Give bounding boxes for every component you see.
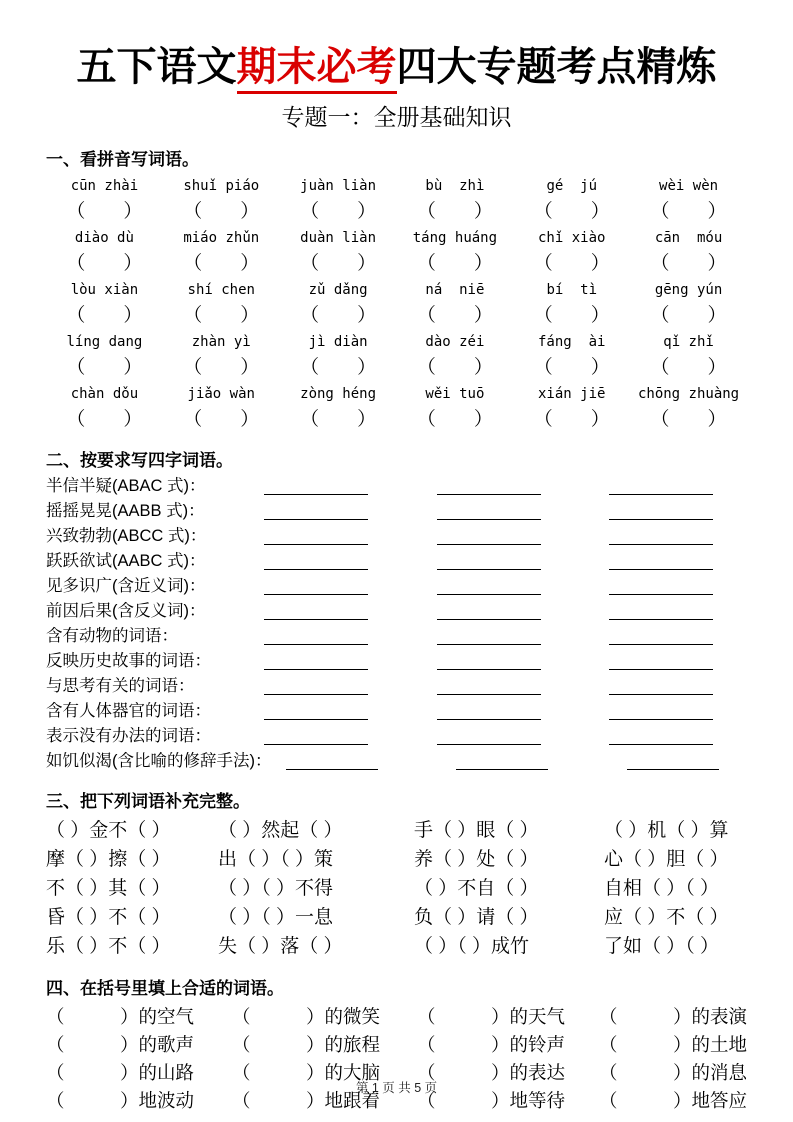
pinyin-cell xyxy=(513,225,630,277)
word-category-list xyxy=(46,474,747,774)
phrase-fill-item: （ ）地波动 xyxy=(46,1090,195,1111)
answer-blanks xyxy=(236,593,747,599)
pinyin-cell xyxy=(280,173,397,225)
answer-blank xyxy=(264,518,368,520)
answer-brackets: （ ） xyxy=(66,201,143,222)
answer-blank xyxy=(609,568,713,570)
answer-blanks xyxy=(236,493,747,499)
phrase-fill-item: （ ）地跟着 xyxy=(231,1090,380,1111)
pinyin-word: duàn liàn xyxy=(300,230,376,246)
pinyin-cell xyxy=(46,225,163,277)
answer-brackets: （ ） xyxy=(650,357,727,378)
answer-blank xyxy=(264,693,368,695)
answer-blank xyxy=(437,518,541,520)
idiom-fill-item: （ ）不自（ ） xyxy=(414,878,539,899)
answer-blanks xyxy=(236,743,747,749)
pinyin-word: táng huáng xyxy=(412,230,498,246)
answer-blank xyxy=(264,618,368,620)
pinyin-cell xyxy=(513,277,630,329)
answer-blank xyxy=(437,668,541,670)
pinyin-cell xyxy=(163,277,280,329)
answer-brackets: （ ） xyxy=(183,201,260,222)
pinyin-cell xyxy=(513,381,630,433)
answer-brackets: （ ） xyxy=(300,305,377,326)
answer-brackets: （ ） xyxy=(416,409,493,430)
phrase-fill-item: （ ）的歌声 xyxy=(46,1034,195,1055)
pinyin-word: jì diàn xyxy=(308,334,368,350)
idiom-fill-item: 昏（ ）不（ ） xyxy=(46,907,171,928)
pinyin-grid xyxy=(46,173,747,433)
pinyin-word: chàn dǒu xyxy=(70,386,139,402)
section4-header: 四、在括号里填上合适的词语。 xyxy=(46,979,284,998)
word-category-label: 见多识广(含近义词)： xyxy=(46,577,206,595)
phrase-row xyxy=(46,1003,747,1031)
word-category-label: 反映历史故事的词语： xyxy=(46,652,211,670)
pinyin-cell xyxy=(163,381,280,433)
pinyin-cell xyxy=(396,329,513,381)
answer-brackets: （ ） xyxy=(183,409,260,430)
answer-brackets: （ ） xyxy=(533,409,610,430)
idiom-row xyxy=(46,903,747,932)
answer-brackets: （ ） xyxy=(183,357,260,378)
category-row xyxy=(46,574,747,599)
idiom-fill-item: 自相（ ）（ ） xyxy=(604,878,720,899)
pinyin-word: ná niē xyxy=(425,282,485,298)
pinyin-row xyxy=(46,173,747,225)
answer-blank xyxy=(264,543,368,545)
answer-blanks xyxy=(236,568,747,574)
idiom-row xyxy=(46,845,747,874)
answer-blanks xyxy=(236,693,747,699)
phrase-fill-item: （ ）的旅程 xyxy=(231,1034,380,1055)
idiom-row xyxy=(46,816,747,845)
category-row xyxy=(46,749,747,774)
pinyin-cell xyxy=(513,329,630,381)
pinyin-row xyxy=(46,329,747,381)
pinyin-word: zǔ dǎng xyxy=(308,282,368,298)
answer-blank xyxy=(609,493,713,495)
pinyin-word: fáng ài xyxy=(538,334,606,350)
answer-blank xyxy=(437,718,541,720)
idiom-fill-item: 失（ ）落（ ） xyxy=(218,936,343,957)
answer-blanks xyxy=(236,643,747,649)
idiom-fill-item: 摩（ ）擦（ ） xyxy=(46,849,171,870)
pinyin-cell xyxy=(630,329,747,381)
category-row xyxy=(46,474,747,499)
answer-brackets: （ ） xyxy=(650,305,727,326)
answer-brackets: （ ） xyxy=(183,253,260,274)
answer-blank xyxy=(437,743,541,745)
pinyin-cell xyxy=(46,381,163,433)
idiom-fill-item: 心（ ）胆（ ） xyxy=(604,849,729,870)
pinyin-word: wèi wèn xyxy=(659,178,719,194)
phrase-fill-item: （ ）的大脑 xyxy=(231,1062,380,1083)
pinyin-cell xyxy=(46,173,163,225)
phrase-fill-item: （ ）地等待 xyxy=(416,1090,565,1111)
pinyin-cell xyxy=(46,277,163,329)
answer-blank xyxy=(264,743,368,745)
idiom-fill-item: （ ）（ ）成竹 xyxy=(414,936,530,957)
pinyin-cell xyxy=(163,173,280,225)
title-right: 四大专题考点精炼 xyxy=(396,45,717,89)
answer-brackets: （ ） xyxy=(300,253,377,274)
pinyin-cell xyxy=(163,329,280,381)
section2-header: 二、按要求写四字词语。 xyxy=(46,451,233,470)
pinyin-word: zòng héng xyxy=(300,386,376,402)
answer-blank xyxy=(437,493,541,495)
idiom-fill-item: （ ）然起（ ） xyxy=(218,820,343,841)
answer-brackets: （ ） xyxy=(650,409,727,430)
answer-blank xyxy=(264,568,368,570)
answer-blank xyxy=(456,768,548,770)
phrase-fill-item: （ ）的微笑 xyxy=(231,1006,380,1027)
pinyin-cell xyxy=(630,381,747,433)
pinyin-word: qǐ zhǐ xyxy=(663,334,714,350)
answer-blank xyxy=(437,543,541,545)
title-left: 五下语文 xyxy=(76,45,237,89)
phrase-fill-item: （ ）地答应 xyxy=(599,1090,748,1111)
answer-blank xyxy=(286,768,378,770)
phrase-fill-item: （ ）的天气 xyxy=(416,1006,565,1027)
word-category-label: 摇摇晃晃(AABB 式)： xyxy=(46,502,205,520)
phrase-fill-item: （ ）的表达 xyxy=(416,1062,565,1083)
pinyin-cell xyxy=(396,277,513,329)
answer-brackets: （ ） xyxy=(650,253,727,274)
answer-blank xyxy=(609,668,713,670)
pinyin-cell xyxy=(46,329,163,381)
word-category-label: 兴致勃勃(ABCC 式)： xyxy=(46,527,207,545)
pinyin-word: juàn liàn xyxy=(300,178,376,194)
answer-brackets: （ ） xyxy=(66,409,143,430)
answer-blanks xyxy=(236,668,747,674)
idiom-fill-item: 了如（ ）（ ） xyxy=(604,936,720,957)
pinyin-cell xyxy=(513,173,630,225)
answer-brackets: （ ） xyxy=(66,253,143,274)
answer-blank xyxy=(264,718,368,720)
idiom-fill-item: 手（ ）眼（ ） xyxy=(414,820,539,841)
answer-blank xyxy=(264,643,368,645)
pinyin-cell xyxy=(396,225,513,277)
answer-brackets: （ ） xyxy=(533,357,610,378)
word-category-label: 跃跃欲试(AABC 式)： xyxy=(46,552,206,570)
page-footer: 第 1 页 共 5 页 xyxy=(355,1081,438,1095)
answer-blanks xyxy=(236,543,747,549)
section1-header: 一、看拼音写词语。 xyxy=(46,150,199,169)
phrase-row xyxy=(46,1031,747,1059)
idiom-completion-grid xyxy=(46,816,747,961)
phrase-fill-grid xyxy=(46,1003,747,1115)
idiom-fill-item: （ ）（ ）不得 xyxy=(218,878,334,899)
word-category-label: 如饥似渴(含比喻的修辞手法)： xyxy=(46,752,272,770)
pinyin-cell xyxy=(280,381,397,433)
category-row xyxy=(46,724,747,749)
word-category-label: 半信半疑(ABAC 式)： xyxy=(46,477,206,495)
answer-blanks xyxy=(236,518,747,524)
pinyin-word: chōng zhuàng xyxy=(637,386,740,402)
answer-blank xyxy=(609,718,713,720)
phrase-fill-item: （ ）的铃声 xyxy=(416,1034,565,1055)
idiom-fill-item: 乐（ ）不（ ） xyxy=(46,936,171,957)
phrase-fill-item: （ ）的消息 xyxy=(599,1062,748,1083)
answer-brackets: （ ） xyxy=(183,305,260,326)
pinyin-word: zhàn yì xyxy=(191,334,251,350)
answer-brackets: （ ） xyxy=(300,357,377,378)
phrase-fill-item: （ ）的空气 xyxy=(46,1006,195,1027)
pinyin-word: gēng yún xyxy=(654,282,723,298)
category-row xyxy=(46,599,747,624)
category-row xyxy=(46,624,747,649)
answer-blank xyxy=(437,693,541,695)
pinyin-row xyxy=(46,381,747,433)
answer-brackets: （ ） xyxy=(300,409,377,430)
idiom-fill-item: 出（ ）（ ）策 xyxy=(218,849,334,870)
pinyin-word: cūn zhài xyxy=(70,178,139,194)
answer-brackets: （ ） xyxy=(66,305,143,326)
category-row xyxy=(46,499,747,524)
answer-blank xyxy=(437,568,541,570)
page-title xyxy=(46,44,747,90)
pinyin-cell xyxy=(630,277,747,329)
title-highlight: 期末必考 xyxy=(237,45,397,94)
word-category-label: 与思考有关的词语： xyxy=(46,677,195,695)
answer-blank xyxy=(609,643,713,645)
answer-brackets: （ ） xyxy=(416,201,493,222)
idiom-row xyxy=(46,874,747,903)
idiom-fill-item: 养（ ）处（ ） xyxy=(414,849,539,870)
answer-brackets: （ ） xyxy=(416,253,493,274)
answer-brackets: （ ） xyxy=(416,305,493,326)
answer-blank xyxy=(437,593,541,595)
pinyin-word: lòu xiàn xyxy=(70,282,139,298)
answer-blank xyxy=(609,693,713,695)
pinyin-word: chǐ xiào xyxy=(538,230,606,246)
page-subtitle: 专题一：全册基础知识 xyxy=(281,104,512,130)
pinyin-word: wěi tuō xyxy=(425,386,485,402)
pinyin-cell xyxy=(163,225,280,277)
answer-blank xyxy=(609,543,713,545)
category-row xyxy=(46,524,747,549)
answer-brackets: （ ） xyxy=(66,357,143,378)
answer-blanks xyxy=(236,718,747,724)
answer-blanks xyxy=(272,768,748,774)
idiom-row xyxy=(46,932,747,961)
answer-brackets: （ ） xyxy=(650,201,727,222)
word-category-label: 前因后果(含反义词)： xyxy=(46,602,206,620)
pinyin-word: cān móu xyxy=(654,230,723,246)
idiom-fill-item: （ ）（ ）一息 xyxy=(218,907,334,928)
pinyin-word: líng dang xyxy=(66,334,143,350)
pinyin-word: xián jiē xyxy=(538,386,606,402)
pinyin-word: diào dù xyxy=(74,230,134,246)
pinyin-word: jiǎo wàn xyxy=(187,386,255,402)
category-row xyxy=(46,674,747,699)
word-category-label: 含有人体器官的词语： xyxy=(46,702,211,720)
answer-blank xyxy=(437,643,541,645)
answer-brackets: （ ） xyxy=(533,201,610,222)
pinyin-cell xyxy=(396,173,513,225)
idiom-fill-item: （ ）机（ ）算 xyxy=(604,820,729,841)
answer-blanks xyxy=(236,618,747,624)
pinyin-word: miáo zhǔn xyxy=(183,230,260,246)
answer-blank xyxy=(609,618,713,620)
pinyin-cell xyxy=(280,329,397,381)
answer-blank xyxy=(609,518,713,520)
category-row xyxy=(46,549,747,574)
category-row xyxy=(46,649,747,674)
idiom-fill-item: 负（ ）请（ ） xyxy=(414,907,539,928)
idiom-fill-item: 应（ ）不（ ） xyxy=(604,907,729,928)
idiom-fill-item: （ ）金不（ ） xyxy=(46,820,171,841)
word-category-label: 表示没有办法的词语： xyxy=(46,727,211,745)
pinyin-cell xyxy=(630,173,747,225)
answer-brackets: （ ） xyxy=(300,201,377,222)
pinyin-word: shí chen xyxy=(187,282,255,298)
pinyin-word: dào zéi xyxy=(425,334,485,350)
pinyin-word: bù zhì xyxy=(425,178,485,194)
pinyin-word: bí tì xyxy=(546,282,598,298)
pinyin-cell xyxy=(630,225,747,277)
section3-header: 三、把下列词语补充完整。 xyxy=(46,792,250,811)
answer-blank xyxy=(627,768,719,770)
answer-blank xyxy=(609,593,713,595)
phrase-fill-item: （ ）的表演 xyxy=(599,1006,748,1027)
answer-brackets: （ ） xyxy=(533,305,610,326)
answer-brackets: （ ） xyxy=(416,357,493,378)
pinyin-row xyxy=(46,277,747,329)
category-row xyxy=(46,699,747,724)
answer-blank xyxy=(609,743,713,745)
answer-blank xyxy=(264,668,368,670)
answer-blank xyxy=(264,493,368,495)
word-category-label: 含有动物的词语： xyxy=(46,627,178,645)
pinyin-cell xyxy=(280,225,397,277)
pinyin-cell xyxy=(280,277,397,329)
pinyin-word: gé jú xyxy=(546,178,598,194)
phrase-fill-item: （ ）的土地 xyxy=(599,1034,748,1055)
answer-blank xyxy=(264,593,368,595)
pinyin-word: shuǐ piáo xyxy=(183,178,260,194)
phrase-fill-item: （ ）的山路 xyxy=(46,1062,195,1083)
answer-brackets: （ ） xyxy=(533,253,610,274)
answer-blank xyxy=(437,618,541,620)
pinyin-cell xyxy=(396,381,513,433)
pinyin-row xyxy=(46,225,747,277)
idiom-fill-item: 不（ ）其（ ） xyxy=(46,878,171,899)
